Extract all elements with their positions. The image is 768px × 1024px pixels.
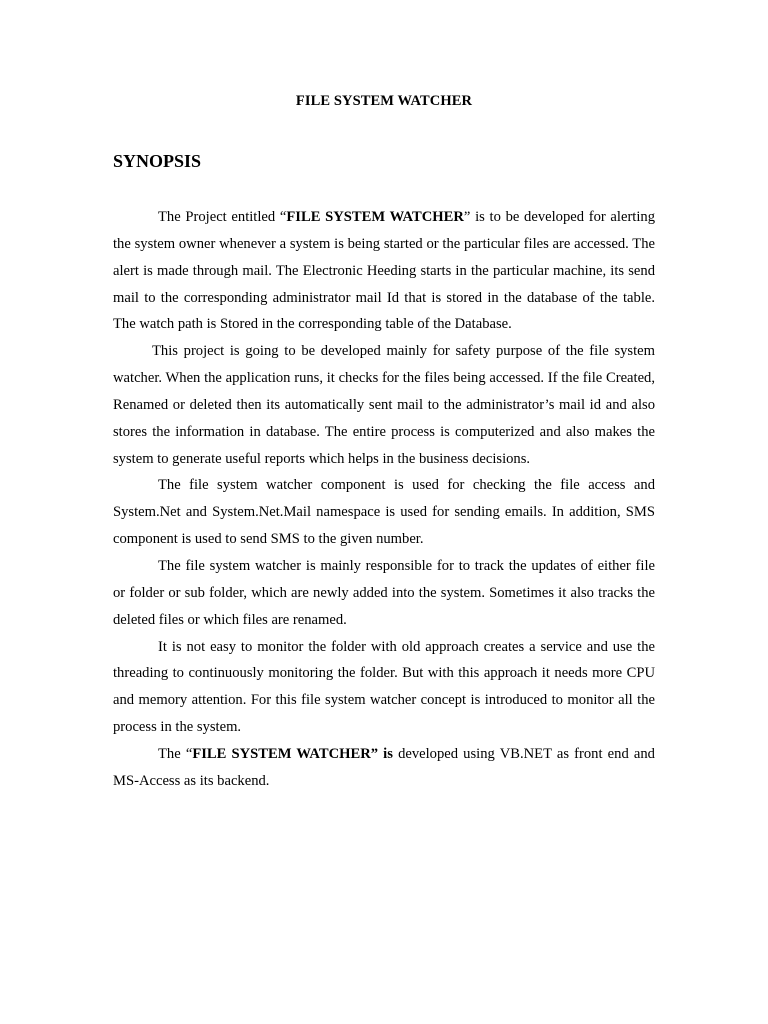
paragraph-5: It is not easy to monitor the folder with old approach creates a service and use the threading to continuously monitoring the folder. But with this approach it needs more CPU and memory attention. For this file system watcher concept is introduced to monitor all the process in the system. xyxy=(113,638,655,736)
paragraph-1-project-name: FILE SYSTEM WATCHER xyxy=(286,209,464,225)
section-heading: SYNOPSIS xyxy=(113,151,202,171)
paragraph-6 xyxy=(113,741,655,795)
paragraph-1 xyxy=(113,204,655,338)
paragraph-6-project-name: FILE SYSTEM WATCHER” is xyxy=(192,745,393,762)
document-title: FILE SYSTEM WATCHER xyxy=(295,93,473,109)
paragraph-6-lead: The “ xyxy=(158,745,193,762)
paragraph-6-rest: developed using VB.NET as front end and MS-Access as its backend. xyxy=(113,745,655,789)
paragraph-1-rest: ” is to be developed for alerting the system owner whenever a system is being started or the particular files are accessed. The alert is made through mail. The Electronic Heeding starts in the particular machine, its send mail to the corresponding administrator mail Id that is stored in the database of the table. The watch path is Stored in the corresponding table of the Database. xyxy=(113,209,656,333)
paragraph-1-lead: The Project entitled “ xyxy=(158,209,287,225)
paragraph-3: The file system watcher component is used for checking the file access and System.Net and System.Net.Mail namespace is used for sending emails. In addition, SMS component is used to send SMS to the given number. xyxy=(113,477,655,548)
synopsis-body xyxy=(113,204,655,795)
paragraph-4: The file system watcher is mainly responsible for to track the updates of either file or folder or sub folder, which are newly added into the system. Sometimes it also tracks the deleted files or which files are renamed. xyxy=(113,557,655,628)
paragraph-2: This project is going to be developed mainly for safety purpose of the file system watcher. When the application runs, it checks for the files being accessed. If the file Created, Renamed or deleted then its automatically sent mail to the administrator’s mail id and also stores the information in database. The entire process is computerized and also makes the system to generate useful reports which helps in the business decisions. xyxy=(113,343,655,467)
